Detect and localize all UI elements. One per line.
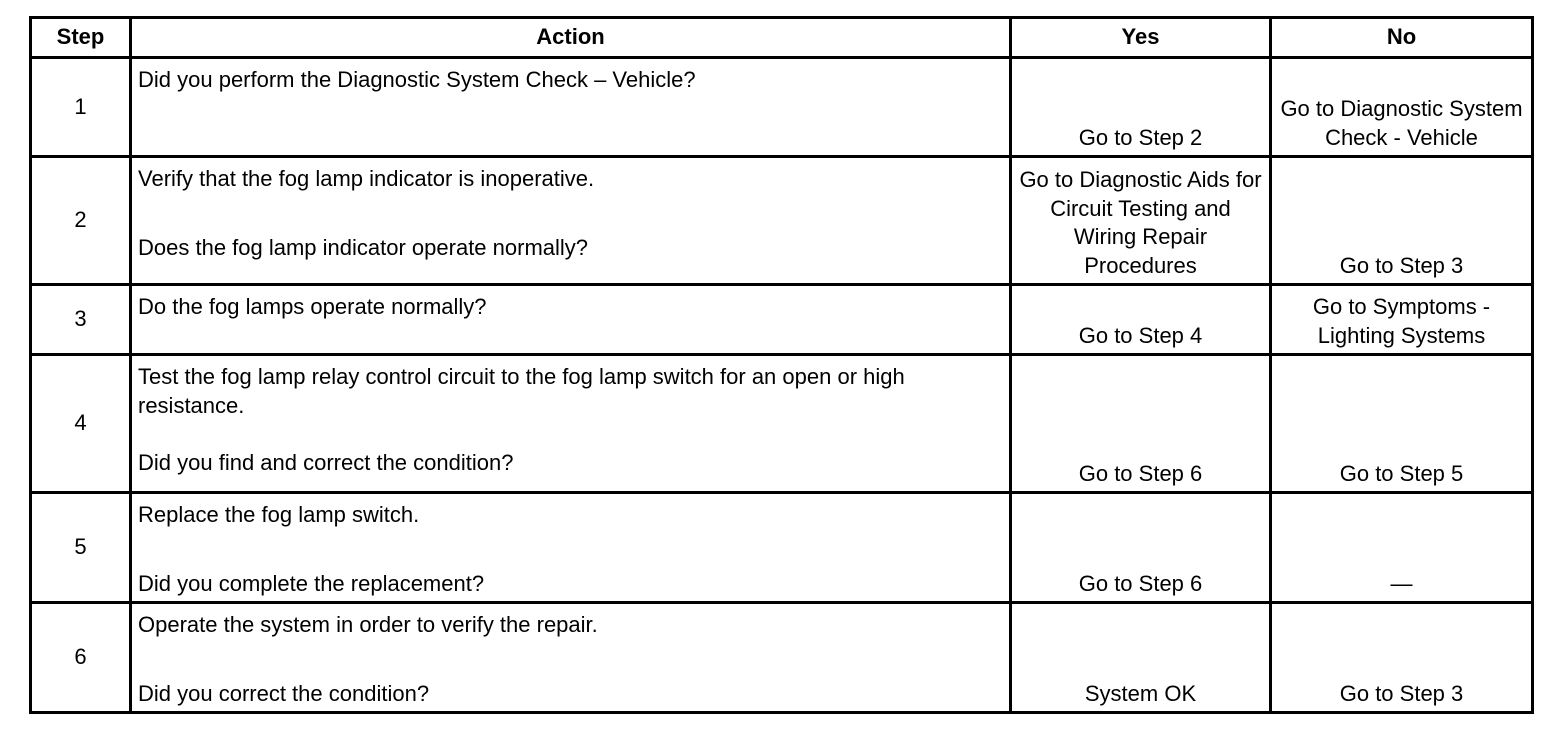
diagnostic-table <box>29 16 1534 714</box>
action-text: Verify that the fog lamp indicator is inoperative. <box>138 166 595 191</box>
yes-cell: Go to Step 6 <box>1011 493 1271 603</box>
table-row <box>31 355 1533 493</box>
no-cell: Go to Step 5 <box>1271 355 1533 493</box>
action-question: Did you find and correct the condition? <box>138 450 514 475</box>
header-no: No <box>1271 18 1533 58</box>
action-cell <box>131 157 1011 285</box>
yes-cell: Go to Diagnostic Aids for Circuit Testing and Wiring Repair Procedures <box>1011 157 1271 285</box>
yes-cell: Go to Step 2 <box>1011 58 1271 157</box>
table-row <box>31 603 1533 713</box>
action-cell <box>131 58 1011 157</box>
action-text: Do the fog lamps operate normally? <box>138 294 487 319</box>
header-yes: Yes <box>1011 18 1271 58</box>
header-row <box>31 18 1533 58</box>
action-question: Did you correct the condition? <box>138 680 430 706</box>
action-question: Does the fog lamp indicator operate normally? <box>138 234 589 260</box>
action-cell <box>131 355 1011 493</box>
yes-cell: Go to Step 6 <box>1011 355 1271 493</box>
table-row <box>31 58 1533 157</box>
yes-cell: Go to Step 4 <box>1011 285 1271 355</box>
yes-cell: System OK <box>1011 603 1271 713</box>
action-text: Did you perform the Diagnostic System Check – Vehicle? <box>138 67 696 92</box>
table-row <box>31 157 1533 285</box>
step-number: 6 <box>31 603 131 713</box>
no-cell: — <box>1271 493 1533 603</box>
step-number: 5 <box>31 493 131 603</box>
no-cell: Go to Step 3 <box>1271 157 1533 285</box>
no-cell: Go to Diagnostic System Check - Vehicle <box>1271 58 1533 157</box>
step-number: 2 <box>31 157 131 285</box>
action-text: Replace the fog lamp switch. <box>138 502 420 527</box>
header-step: Step <box>31 18 131 58</box>
header-action: Action <box>131 18 1011 58</box>
no-cell: Go to Step 3 <box>1271 603 1533 713</box>
step-number: 1 <box>31 58 131 157</box>
table-row <box>31 285 1533 355</box>
action-text: Test the fog lamp relay control circuit to the fog lamp switch for an open or high resistance. <box>138 364 905 418</box>
action-question: Did you complete the replacement? <box>138 570 485 596</box>
action-cell <box>131 603 1011 713</box>
action-cell <box>131 493 1011 603</box>
no-cell: Go to Symptoms - Lighting Systems <box>1271 285 1533 355</box>
table-row <box>31 493 1533 603</box>
step-number: 4 <box>31 355 131 493</box>
action-text: Operate the system in order to verify the repair. <box>138 612 598 637</box>
step-number: 3 <box>31 285 131 355</box>
action-cell <box>131 285 1011 355</box>
